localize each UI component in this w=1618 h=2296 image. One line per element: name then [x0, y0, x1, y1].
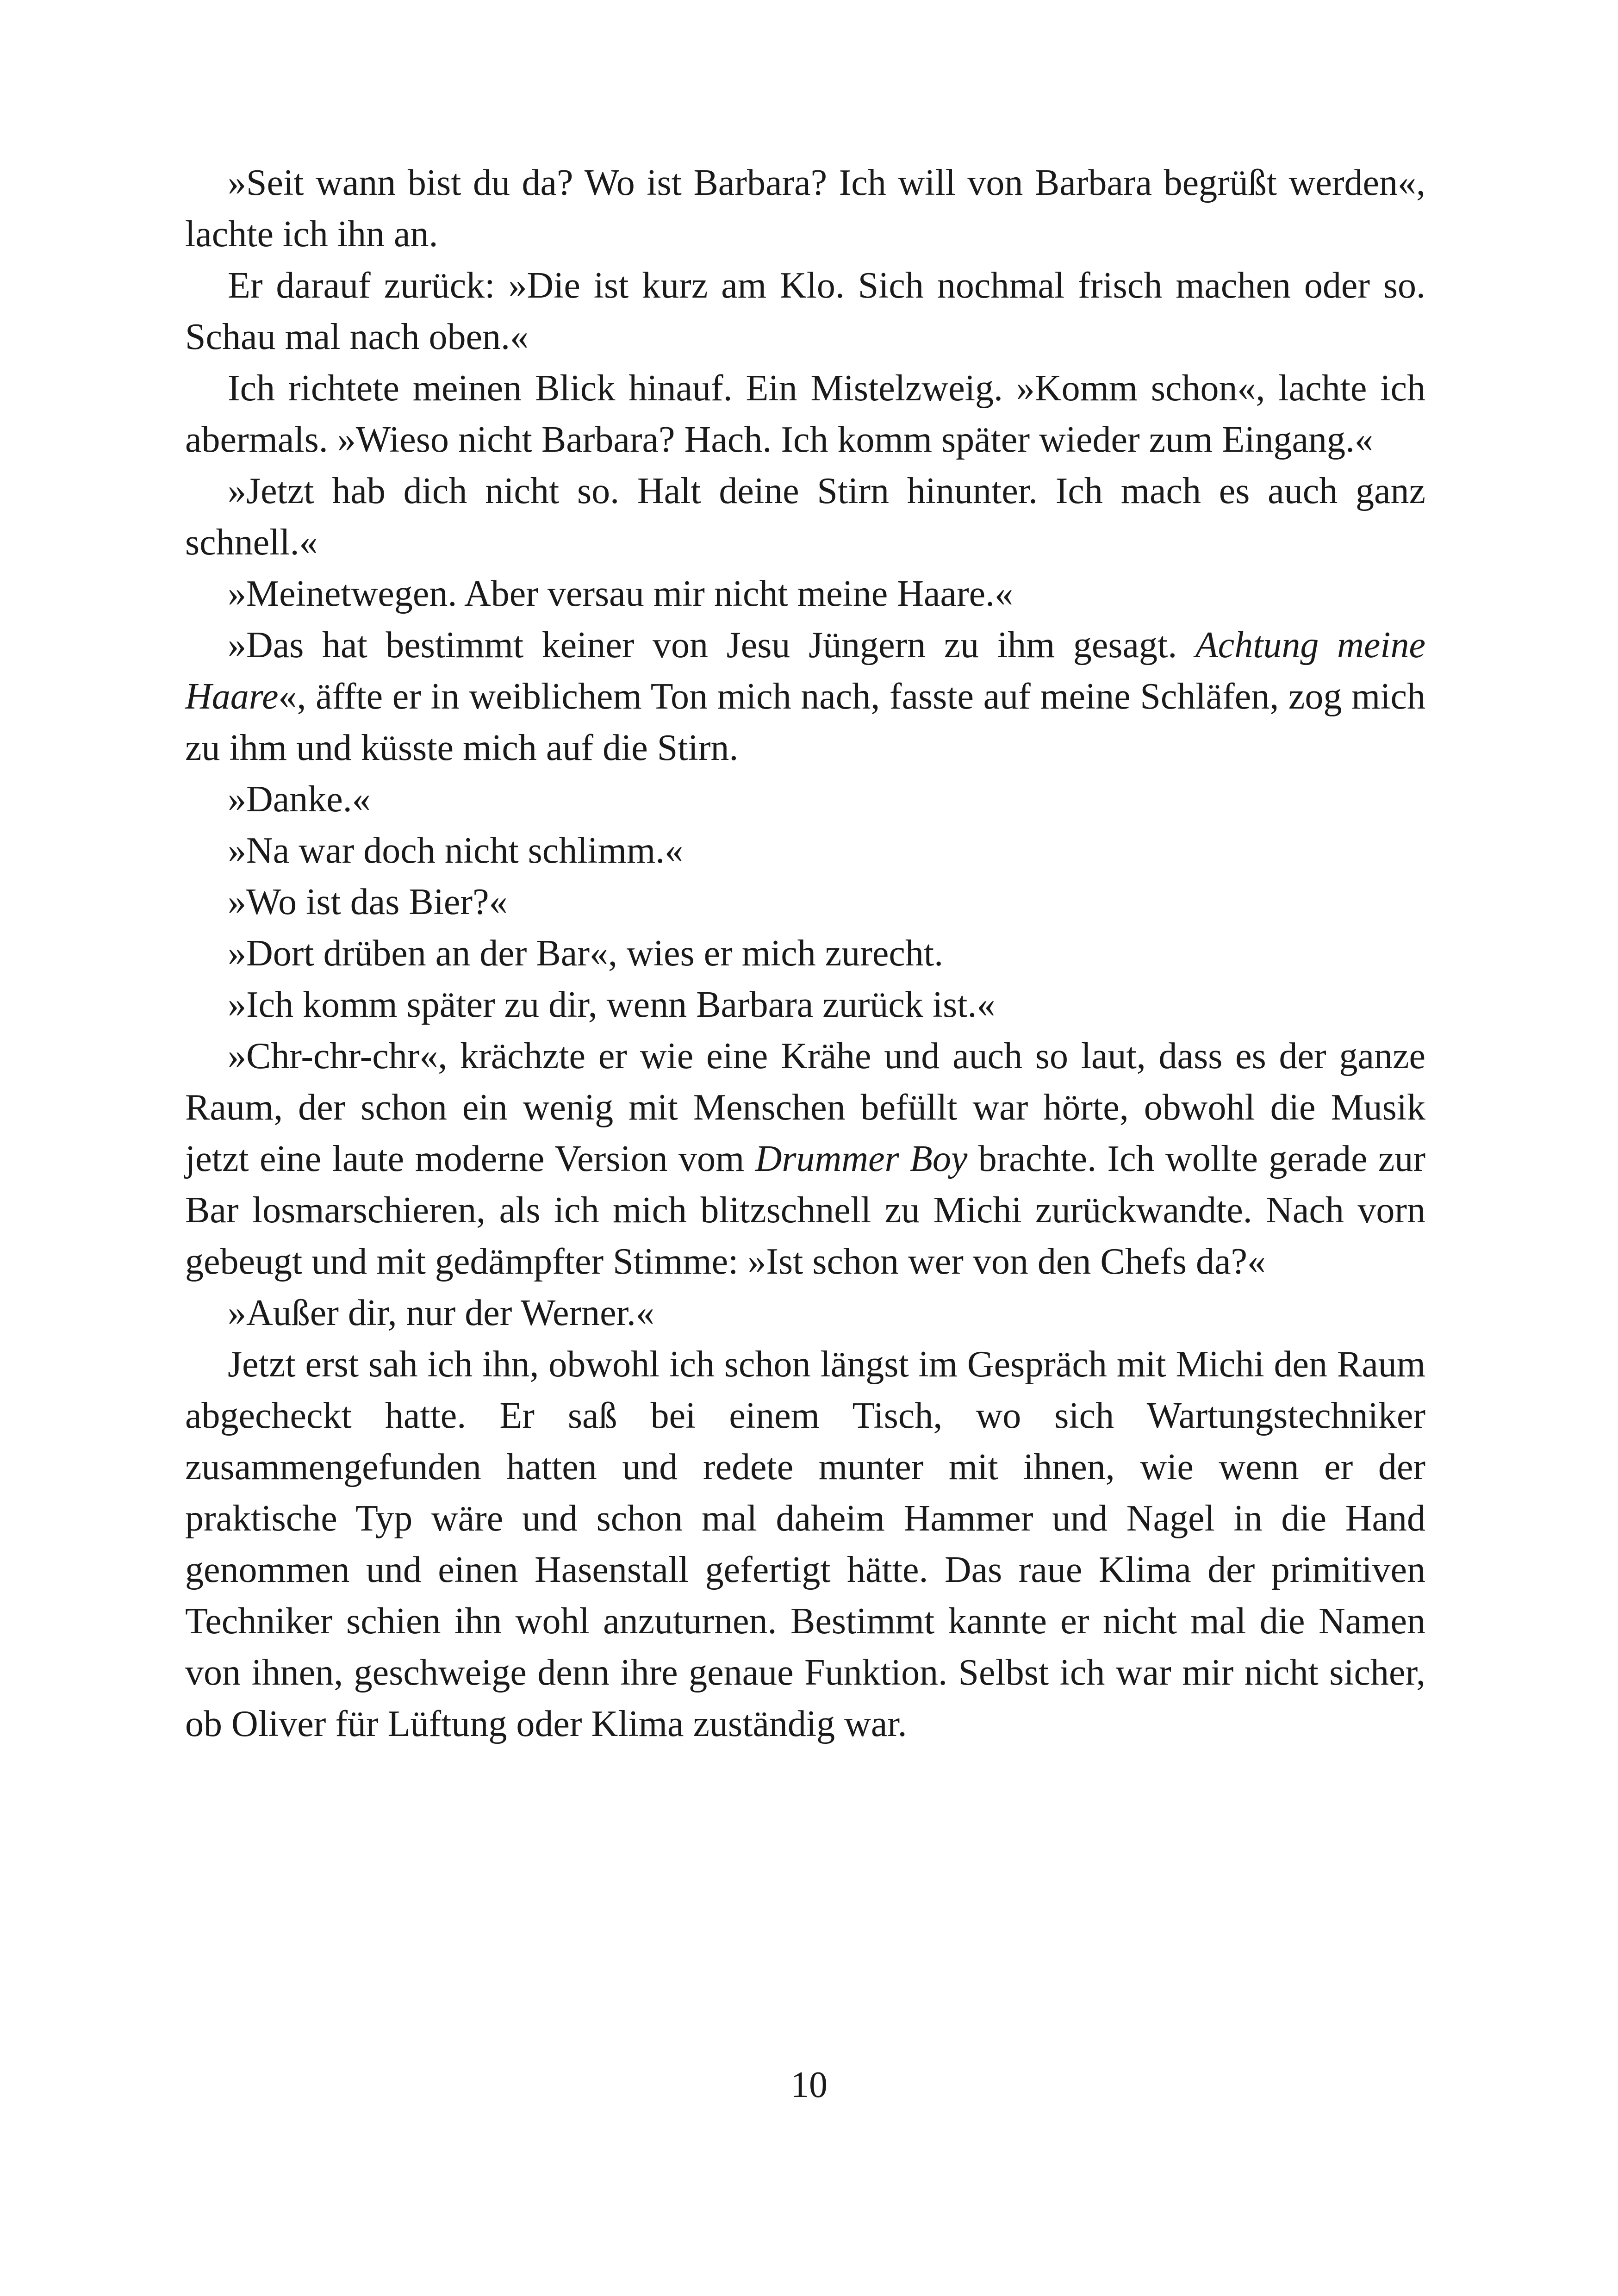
paragraph: [185, 1339, 1425, 1750]
paragraph: [185, 979, 1425, 1031]
paragraph: [185, 774, 1425, 825]
italic-text: Achtung meine Haare: [185, 625, 1425, 717]
text-run: »Dort drüben an der Bar«, wies er mich zurecht.: [228, 933, 944, 974]
text-run: brachte. Ich wollte gerade zur Bar losmarschieren, als ich mich blitzschnell zu Michi zurückwandte. Nach vorn gebeugt und mit gedämpfter Stimme: »Ist schon wer von den Chefs da?«: [185, 1139, 1426, 1282]
paragraph: [185, 568, 1425, 620]
italic-text: Drummer Boy: [755, 1139, 968, 1179]
paragraph: [185, 825, 1425, 877]
paragraph: [185, 466, 1425, 568]
text-run: »Außer dir, nur der Werner.«: [228, 1293, 654, 1333]
paragraph: [185, 363, 1425, 466]
paragraph: [185, 620, 1425, 774]
text-run: »Jetzt hab dich nicht so. Halt deine Stirn hinunter. Ich mach es auch ganz schnell.«: [185, 471, 1425, 563]
text-run: »Ich komm später zu dir, wenn Barbara zurück ist.«: [228, 984, 996, 1025]
text-run: «, äffte er in weiblichem Ton mich nach, fasste auf meine Schläfen, zog mich zu ihm und küsste mich auf die Stirn.: [185, 676, 1425, 768]
text-run: Er darauf zurück: »Die ist kurz am Klo. Sich nochmal frisch machen oder so. Schau mal nach oben.«: [185, 265, 1425, 357]
paragraph: [185, 260, 1425, 363]
page-number: 10: [790, 2065, 828, 2105]
text-run: »Na war doch nicht schlimm.«: [228, 830, 684, 871]
paragraph: [185, 928, 1425, 979]
text-run: »Chr-chr-chr«, krächzte er wie eine Krähe und auch so laut, dass es der ganze Raum, der schon ein wenig mit Menschen befüllt war hörte, obwohl die Musik jetzt eine laute moderne Version vom: [185, 1036, 1425, 1179]
text-run: Jetzt erst sah ich ihn, obwohl ich schon längst im Gespräch mit Michi den Raum abgecheckt hatte. Er saß bei einem Tisch, wo sich Wartungstechniker zusammengefunden hatten und redete munter mit ihnen, wie wenn er der praktische Typ wäre und schon mal daheim Hammer und Nagel in die Hand genommen und einen Hasenstall gefertigt hätte. Das raue Klima der primitiven Techniker schien ihn wohl anzuturnen. Bestimmt kannte er nicht mal die Namen von ihnen, geschweige denn ihre genaue Funktion. Selbst ich war mir nicht sicher, ob Oliver für Lüftung oder Klima zuständig war.: [185, 1344, 1425, 1744]
text-run: »Seit wann bist du da? Wo ist Barbara? Ich will von Barbara begrüßt werden«, lachte ich ihn an.: [185, 162, 1425, 255]
text-run: »Meinetwegen. Aber versau mir nicht meine Haare.«: [228, 573, 1014, 614]
paragraph: [185, 877, 1425, 928]
text-run: Ich richtete meinen Blick hinauf. Ein Mistelzweig. »Komm schon«, lachte ich abermals. »Wieso nicht Barbara? Hach. Ich komm später wieder zum Eingang.«: [185, 368, 1425, 460]
body-text: [185, 157, 1425, 1750]
paragraph: [185, 157, 1425, 260]
paragraph: [185, 1031, 1425, 1288]
text-run: »Das hat bestimmt keiner von Jesu Jüngern zu ihm gesagt.: [228, 625, 1195, 666]
text-run: »Wo ist das Bier?«: [228, 882, 508, 922]
paragraph: [185, 1288, 1425, 1339]
text-run: »Danke.«: [228, 779, 371, 820]
